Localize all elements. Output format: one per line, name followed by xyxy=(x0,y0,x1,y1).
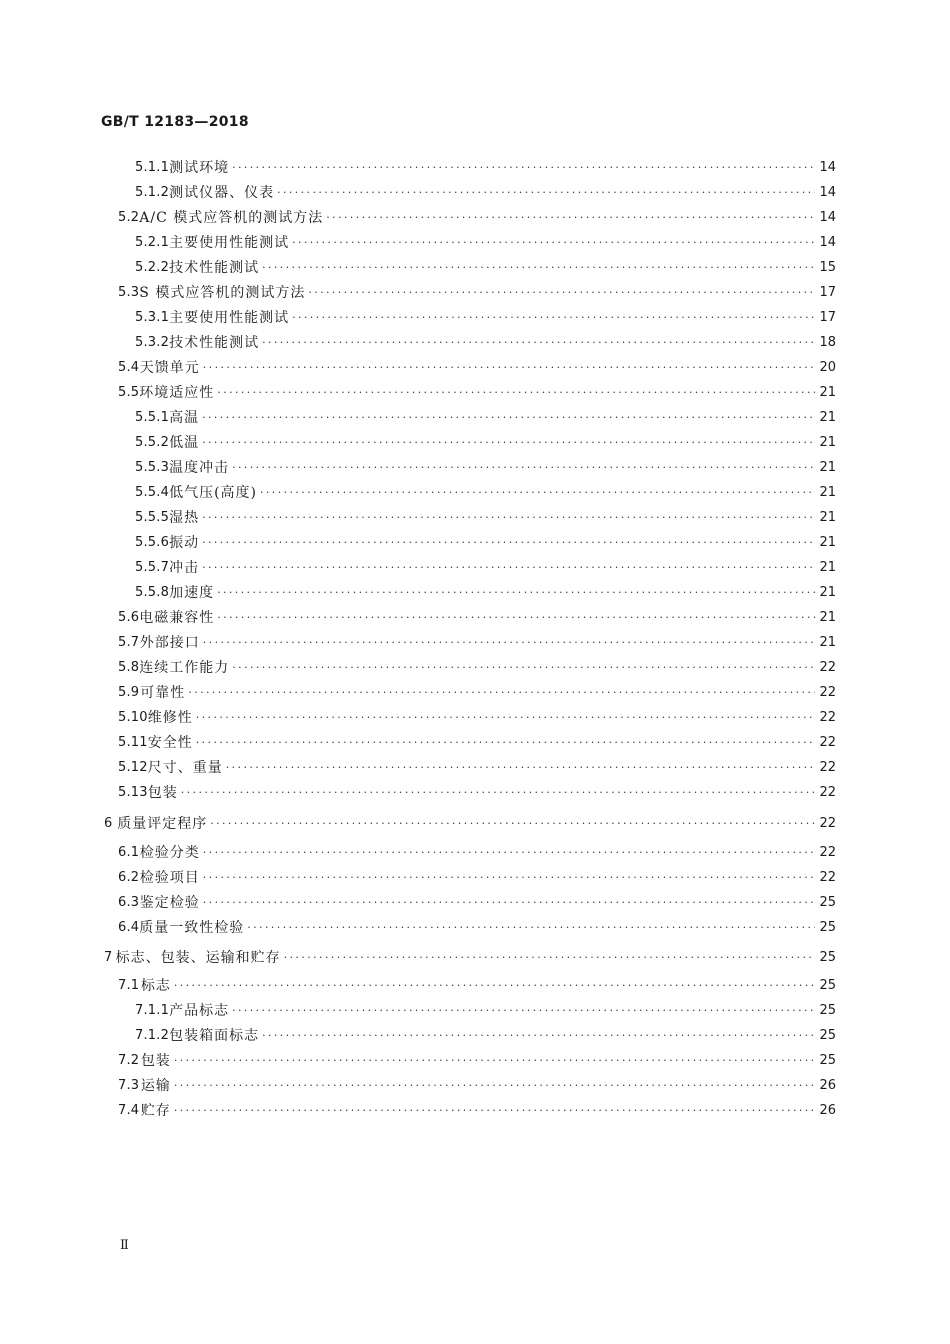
toc-entry-page: 21 xyxy=(819,459,836,475)
toc-entry-title: 可靠性 xyxy=(140,685,186,701)
toc-entry-title: 质量评定程序 xyxy=(117,816,208,832)
toc-dot-leader xyxy=(260,486,815,499)
toc-entry-number: 6.3 xyxy=(118,894,140,910)
toc-entry-number: 7.2 xyxy=(118,1052,140,1068)
toc-entry-page: 21 xyxy=(819,559,836,575)
toc-entry[interactable] xyxy=(118,781,836,803)
toc-entry[interactable] xyxy=(135,256,836,278)
toc-dot-leader xyxy=(202,536,815,549)
toc-dot-leader xyxy=(262,261,815,274)
toc-dot-leader xyxy=(174,979,816,992)
toc-dot-leader xyxy=(203,846,816,859)
toc-entry-page: 25 xyxy=(819,1052,836,1068)
toc-dot-leader xyxy=(308,286,815,299)
toc-entry[interactable] xyxy=(118,631,836,653)
toc-entry-title: 质量一致性检验 xyxy=(139,920,245,936)
toc-entry-number: 6.2 xyxy=(118,869,140,885)
toc-entry[interactable] xyxy=(118,891,836,913)
toc-entry-number: 5.9 xyxy=(118,684,140,700)
toc-entry-number: 7.1.1 xyxy=(135,1002,170,1018)
toc-entry-title: 振动 xyxy=(169,535,200,551)
toc-entry-number: 7.1 xyxy=(118,977,140,993)
toc-entry-title: 鉴定检验 xyxy=(139,895,200,911)
toc-dot-leader xyxy=(262,336,815,349)
toc-entry[interactable] xyxy=(118,656,836,678)
toc-dot-leader xyxy=(292,311,815,324)
toc-dot-leader xyxy=(181,786,816,799)
toc-entry-page: 25 xyxy=(819,894,836,910)
toc-entry-number: 5.12 xyxy=(118,759,148,775)
toc-entry-page: 25 xyxy=(819,1002,836,1018)
toc-entry-title: 检验项目 xyxy=(139,870,200,886)
toc-entry[interactable] xyxy=(135,481,836,503)
toc-entry[interactable] xyxy=(118,1049,836,1071)
toc-entry-page: 14 xyxy=(819,184,836,200)
toc-entry-title: 产品标志 xyxy=(169,1003,230,1019)
toc-entry-title: 安全性 xyxy=(147,735,193,751)
toc-dot-leader xyxy=(196,711,816,724)
toc-entry-number: 5.2 xyxy=(118,209,140,225)
toc-entry-number: 5.2.2 xyxy=(135,259,170,275)
toc-dot-leader xyxy=(247,921,815,934)
toc-entry[interactable] xyxy=(104,946,836,968)
toc-entry-page: 21 xyxy=(819,434,836,450)
toc-entry-title: S 模式应答机的测试方法 xyxy=(139,285,306,301)
toc-entry[interactable] xyxy=(135,581,836,603)
toc-entry[interactable] xyxy=(118,974,836,996)
toc-entry-number: 7.4 xyxy=(118,1102,140,1118)
toc-entry-number: 5.3 xyxy=(118,284,140,300)
toc-entry-number: 5.5.2 xyxy=(135,434,170,450)
toc-entry-page: 26 xyxy=(819,1102,836,1118)
toc-entry-title: 测试仪器、仪表 xyxy=(169,185,275,201)
toc-entry-title: 标志 xyxy=(140,978,171,994)
toc-entry-number: 5.6 xyxy=(118,609,140,625)
toc-entry[interactable] xyxy=(104,812,836,834)
toc-entry-title: 天馈单元 xyxy=(139,360,200,376)
toc-entry-title: 电磁兼容性 xyxy=(139,610,215,626)
toc-entry-number: 5.10 xyxy=(118,709,148,725)
toc-dot-leader xyxy=(202,511,815,524)
toc-entry-page: 22 xyxy=(819,759,836,775)
toc-entry-title: 主要使用性能测试 xyxy=(169,310,290,326)
toc-entry[interactable] xyxy=(118,356,836,378)
page-number-footer: Ⅱ xyxy=(120,1238,129,1253)
toc-entry-title: 尺寸、重量 xyxy=(147,760,223,776)
toc-entry-page: 18 xyxy=(819,334,836,350)
toc-entry[interactable] xyxy=(135,431,836,453)
toc-entry-title: 冲击 xyxy=(169,560,200,576)
toc-dot-leader xyxy=(174,1104,816,1117)
toc-entry-number: 5.5.6 xyxy=(135,534,170,550)
toc-entry[interactable] xyxy=(118,731,836,753)
toc-dot-leader xyxy=(196,736,816,749)
toc-entry[interactable] xyxy=(118,866,836,888)
toc-entry-number: 7 xyxy=(104,949,113,965)
toc-dot-leader xyxy=(262,1029,815,1042)
toc-entry[interactable] xyxy=(135,181,836,203)
toc-entry[interactable] xyxy=(135,456,836,478)
toc-dot-leader xyxy=(203,871,816,884)
toc-entry-number: 5.7 xyxy=(118,634,140,650)
toc-entry-title: 贮存 xyxy=(140,1103,171,1119)
toc-dot-leader xyxy=(202,411,815,424)
toc-entry-number: 6.1 xyxy=(118,844,140,860)
toc-dot-leader xyxy=(202,436,815,449)
toc-entry-title: 湿热 xyxy=(169,510,200,526)
toc-entry[interactable] xyxy=(118,681,836,703)
toc-entry-number: 5.5.5 xyxy=(135,509,170,525)
toc-dot-leader xyxy=(284,951,816,964)
toc-entry[interactable] xyxy=(118,756,836,778)
toc-entry-number: 5.1.2 xyxy=(135,184,170,200)
toc-entry-number: 5.2.1 xyxy=(135,234,170,250)
toc-entry-page: 25 xyxy=(819,977,836,993)
toc-entry[interactable] xyxy=(118,841,836,863)
toc-dot-leader xyxy=(217,386,815,399)
toc-entry-page: 14 xyxy=(819,209,836,225)
toc-entry[interactable] xyxy=(135,156,836,178)
toc-entry[interactable] xyxy=(118,281,836,303)
toc-entry-page: 17 xyxy=(819,309,836,325)
toc-entry-title: 包装 xyxy=(140,1053,171,1069)
toc-entry[interactable] xyxy=(135,306,836,328)
toc-entry-page: 14 xyxy=(819,234,836,250)
toc-dot-leader xyxy=(217,611,815,624)
toc-dot-leader xyxy=(232,661,815,674)
toc-entry-page: 22 xyxy=(819,709,836,725)
toc-entry-title: 外部接口 xyxy=(139,635,200,651)
toc-entry-title: 运输 xyxy=(140,1078,171,1094)
toc-entry-page: 21 xyxy=(819,509,836,525)
toc-dot-leader xyxy=(277,186,815,199)
toc-entry-number: 7.1.2 xyxy=(135,1027,170,1043)
toc-entry[interactable] xyxy=(135,556,836,578)
toc-entry-number: 5.5.4 xyxy=(135,484,170,500)
toc-entry-title: 主要使用性能测试 xyxy=(169,235,290,251)
toc-entry-title: 低气压(高度) xyxy=(169,485,258,501)
toc-entry-number: 5.5.8 xyxy=(135,584,170,600)
toc-entry-page: 21 xyxy=(819,609,836,625)
toc-entry-number: 5.11 xyxy=(118,734,148,750)
toc-entry-page: 21 xyxy=(819,409,836,425)
toc-entry[interactable] xyxy=(118,916,836,938)
toc-entry-title: 低温 xyxy=(169,435,200,451)
toc-dot-leader xyxy=(226,761,816,774)
toc-entry-number: 6 xyxy=(104,815,113,831)
toc-entry-number: 5.3.1 xyxy=(135,309,170,325)
toc-entry-title: 高温 xyxy=(169,410,200,426)
toc-entry-number: 5.8 xyxy=(118,659,140,675)
toc-entry-number: 5.13 xyxy=(118,784,148,800)
toc-entry-page: 17 xyxy=(819,284,836,300)
toc-entry-page: 22 xyxy=(819,784,836,800)
toc-entry-title: A/C 模式应答机的测试方法 xyxy=(139,210,324,226)
toc-dot-leader xyxy=(202,561,815,574)
toc-entry-page: 25 xyxy=(819,919,836,935)
toc-entry[interactable] xyxy=(135,506,836,528)
toc-entry[interactable] xyxy=(118,206,836,228)
toc-entry-page: 22 xyxy=(819,815,836,831)
toc-entry-title: 包装 xyxy=(147,785,178,801)
toc-entry-number: 5.5 xyxy=(118,384,140,400)
toc-entry-page: 21 xyxy=(819,584,836,600)
toc-entry-page: 22 xyxy=(819,844,836,860)
toc-dot-leader xyxy=(174,1079,816,1092)
toc-entry-number: 5.3.2 xyxy=(135,334,170,350)
toc-entry-title: 标志、包装、运输和贮存 xyxy=(115,950,281,966)
toc-entry-number: 5.5.7 xyxy=(135,559,170,575)
toc-entry-title: 加速度 xyxy=(169,585,215,601)
toc-dot-leader xyxy=(232,161,815,174)
toc-entry-number: 6.4 xyxy=(118,919,140,935)
toc-entry-title: 维修性 xyxy=(147,710,193,726)
toc-entry[interactable] xyxy=(118,1074,836,1096)
toc-dot-leader xyxy=(203,636,816,649)
toc-entry[interactable] xyxy=(135,531,836,553)
toc-entry[interactable] xyxy=(118,706,836,728)
toc-entry-title: 技术性能测试 xyxy=(169,335,260,351)
toc-entry-page: 14 xyxy=(819,159,836,175)
toc-entry-title: 连续工作能力 xyxy=(139,660,230,676)
toc-entry-page: 22 xyxy=(819,659,836,675)
toc-entry-number: 5.5.1 xyxy=(135,409,170,425)
toc-entry-page: 21 xyxy=(819,484,836,500)
toc-entry[interactable] xyxy=(135,406,836,428)
toc-entry-page: 21 xyxy=(819,534,836,550)
toc-entry[interactable] xyxy=(135,231,836,253)
toc-entry-number: 5.5.3 xyxy=(135,459,170,475)
toc-entry[interactable] xyxy=(135,331,836,353)
toc-dot-leader xyxy=(232,1004,815,1017)
toc-entry-page: 26 xyxy=(819,1077,836,1093)
toc-entry-number: 5.4 xyxy=(118,359,140,375)
toc-dot-leader xyxy=(203,361,816,374)
toc-entry-page: 21 xyxy=(819,634,836,650)
toc-dot-leader xyxy=(188,686,815,699)
toc-entry[interactable] xyxy=(135,999,836,1021)
page-header-standard-code: GB/T 12183—2018 xyxy=(101,114,249,130)
toc-entry-page: 15 xyxy=(819,259,836,275)
toc-dot-leader xyxy=(217,586,815,599)
toc-dot-leader xyxy=(232,461,815,474)
toc-entry-page: 25 xyxy=(819,949,836,965)
toc-entry[interactable] xyxy=(118,381,836,403)
toc-entry[interactable] xyxy=(118,606,836,628)
toc-entry-number: 7.3 xyxy=(118,1077,140,1093)
toc-entry-number: 5.1.1 xyxy=(135,159,170,175)
toc-entry-title: 测试环境 xyxy=(169,160,230,176)
toc-entry-page: 20 xyxy=(819,359,836,375)
toc-entry-page: 21 xyxy=(819,384,836,400)
toc-entry-page: 22 xyxy=(819,869,836,885)
toc-entry-page: 25 xyxy=(819,1027,836,1043)
toc-dot-leader xyxy=(326,211,815,224)
toc-entry-page: 22 xyxy=(819,734,836,750)
toc-entry-title: 温度冲击 xyxy=(169,460,230,476)
toc-entry-title: 检验分类 xyxy=(139,845,200,861)
toc-dot-leader xyxy=(203,896,816,909)
toc-dot-leader xyxy=(292,236,815,249)
toc-dot-leader xyxy=(210,817,815,830)
toc-entry-title: 技术性能测试 xyxy=(169,260,260,276)
toc-entry-title: 环境适应性 xyxy=(139,385,215,401)
toc-dot-leader xyxy=(174,1054,816,1067)
toc-entry-title: 包装箱面标志 xyxy=(169,1028,260,1044)
toc-entry[interactable] xyxy=(135,1024,836,1046)
toc-entry[interactable] xyxy=(118,1099,836,1121)
toc-entry-page: 22 xyxy=(819,684,836,700)
